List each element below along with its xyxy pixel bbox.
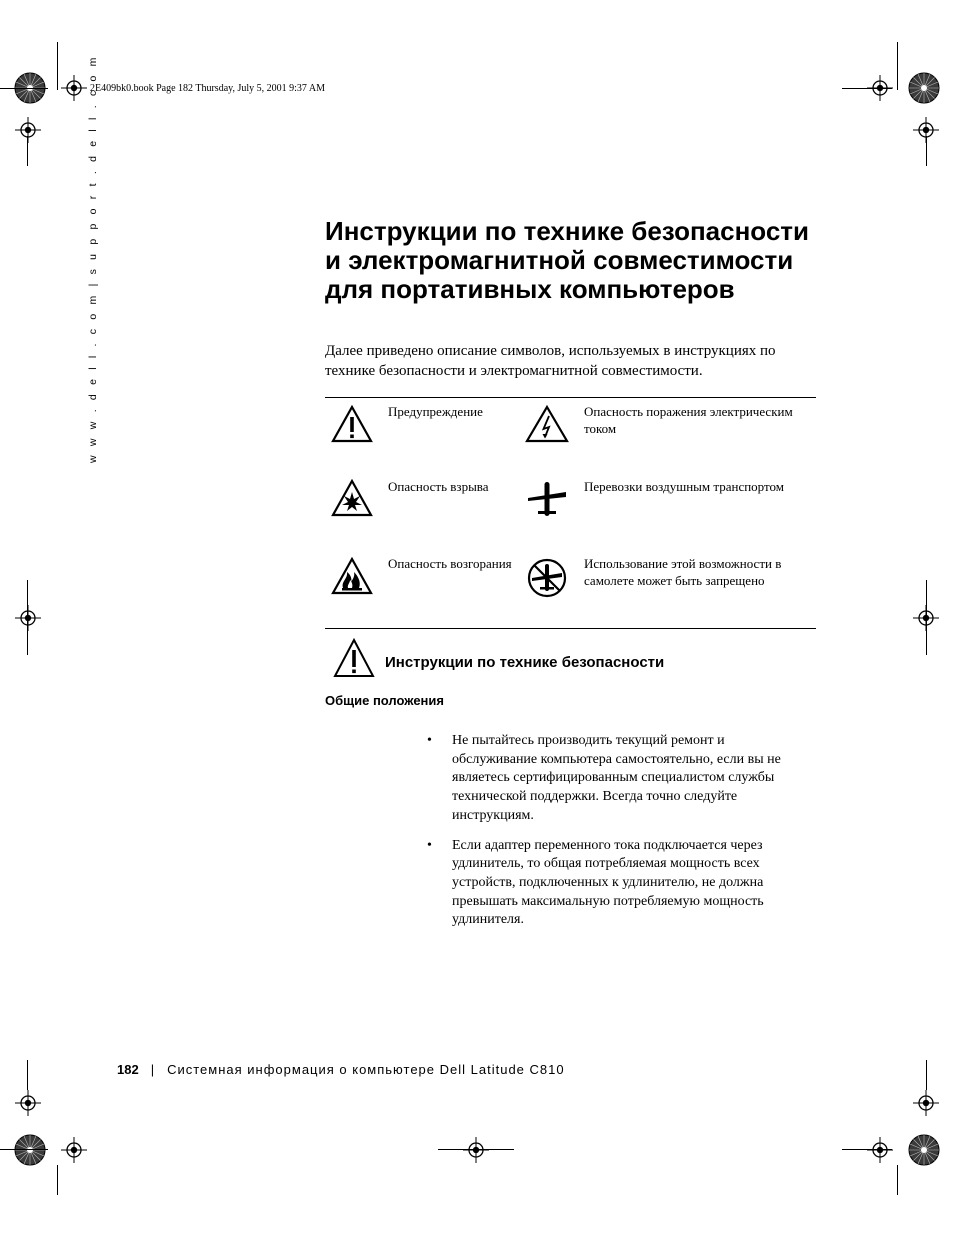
crop-line [897, 1165, 898, 1195]
crop-line [842, 1149, 892, 1150]
symbol-label-electric-shock: Опасность поражения электрическим током [584, 404, 793, 436]
side-url-text: w w w . d e l l . c o m | s u p p o r t . d e l l . c o m [87, 54, 99, 463]
symbol-label-explosion: Опасность взрыва [388, 479, 489, 494]
list-item: • Не пытайтесь производить текущий ремонт и обслуживание компьютера самостоятельно, если вы не являетесь сертифицированным специалистом службы технической поддержки. Всегда точно следуйте инструкциям. [427, 733, 781, 823]
electric-shock-icon [525, 405, 569, 443]
crop-line [897, 42, 898, 90]
subsection-title: Общие положения [325, 693, 444, 708]
registration-mark-icon [61, 1137, 87, 1163]
page-number: 182 [117, 1062, 139, 1077]
registration-mark-icon [15, 605, 41, 631]
registration-mark-icon [15, 117, 41, 143]
crop-line [57, 42, 58, 90]
book-header: 2E409bk0.book Page 182 Thursday, July 5, 2001 9:37 AM [90, 83, 325, 94]
crop-line [926, 136, 927, 166]
footer-separator: | [150, 1062, 156, 1077]
bullet-list [427, 732, 807, 941]
explosion-icon [331, 479, 373, 517]
fire-icon [331, 557, 373, 595]
table-top-rule [325, 397, 816, 398]
airplane-icon [526, 478, 568, 520]
page-footer [117, 1062, 565, 1077]
registration-rosette-icon [908, 1134, 940, 1166]
crop-line [0, 88, 48, 89]
crop-line [926, 1060, 927, 1090]
symbol-label-fire: Опасность возгорания [388, 556, 512, 571]
symbol-label-no-airplane: Использование этой возможности в самолете может быть запрещено [584, 556, 782, 588]
warning-icon [333, 638, 375, 678]
registration-mark-icon [913, 1090, 939, 1116]
bullet-icon: • [427, 733, 432, 748]
crop-line [926, 580, 927, 655]
crop-line [27, 136, 28, 166]
crop-line [438, 1149, 514, 1150]
crop-line [57, 1165, 58, 1195]
crop-line [27, 1060, 28, 1090]
bullet-icon: • [427, 837, 432, 853]
registration-mark-icon [463, 1137, 489, 1163]
registration-rosette-icon [908, 72, 940, 104]
registration-mark-icon [61, 75, 87, 101]
symbol-label-airplane: Перевозки воздушным транспортом [584, 479, 784, 494]
registration-mark-icon [867, 1137, 893, 1163]
section-title: Инструкции по технике безопасности [385, 654, 665, 671]
crop-line [842, 88, 892, 89]
registration-rosette-icon [14, 1134, 46, 1166]
footer-text: Системная информация о компьютере Dell Latitude C810 [167, 1062, 565, 1077]
intro-paragraph: Далее приведено описание символов, используемых в инструкциях по технике безопасности и электромагнитной совместимости. [325, 343, 776, 379]
table-bottom-rule [325, 628, 816, 629]
page-title: Инструкции по технике безопасности и электромагнитной совместимости для портативных компьютеров [325, 216, 809, 304]
list-item: • Если адаптер переменного тока подключается через удлинитель, то общая потребляемая мощность всех устройств, подключенных к удлинителю, не должна превышать максимальную потребляемую мощность удлинителя. [427, 837, 764, 928]
crop-line [27, 580, 28, 655]
crop-line [0, 1149, 48, 1150]
symbol-label-warning: Предупреждение [388, 404, 483, 419]
no-airplane-icon [526, 557, 568, 599]
registration-mark-icon [15, 1090, 41, 1116]
warning-icon [331, 405, 373, 443]
